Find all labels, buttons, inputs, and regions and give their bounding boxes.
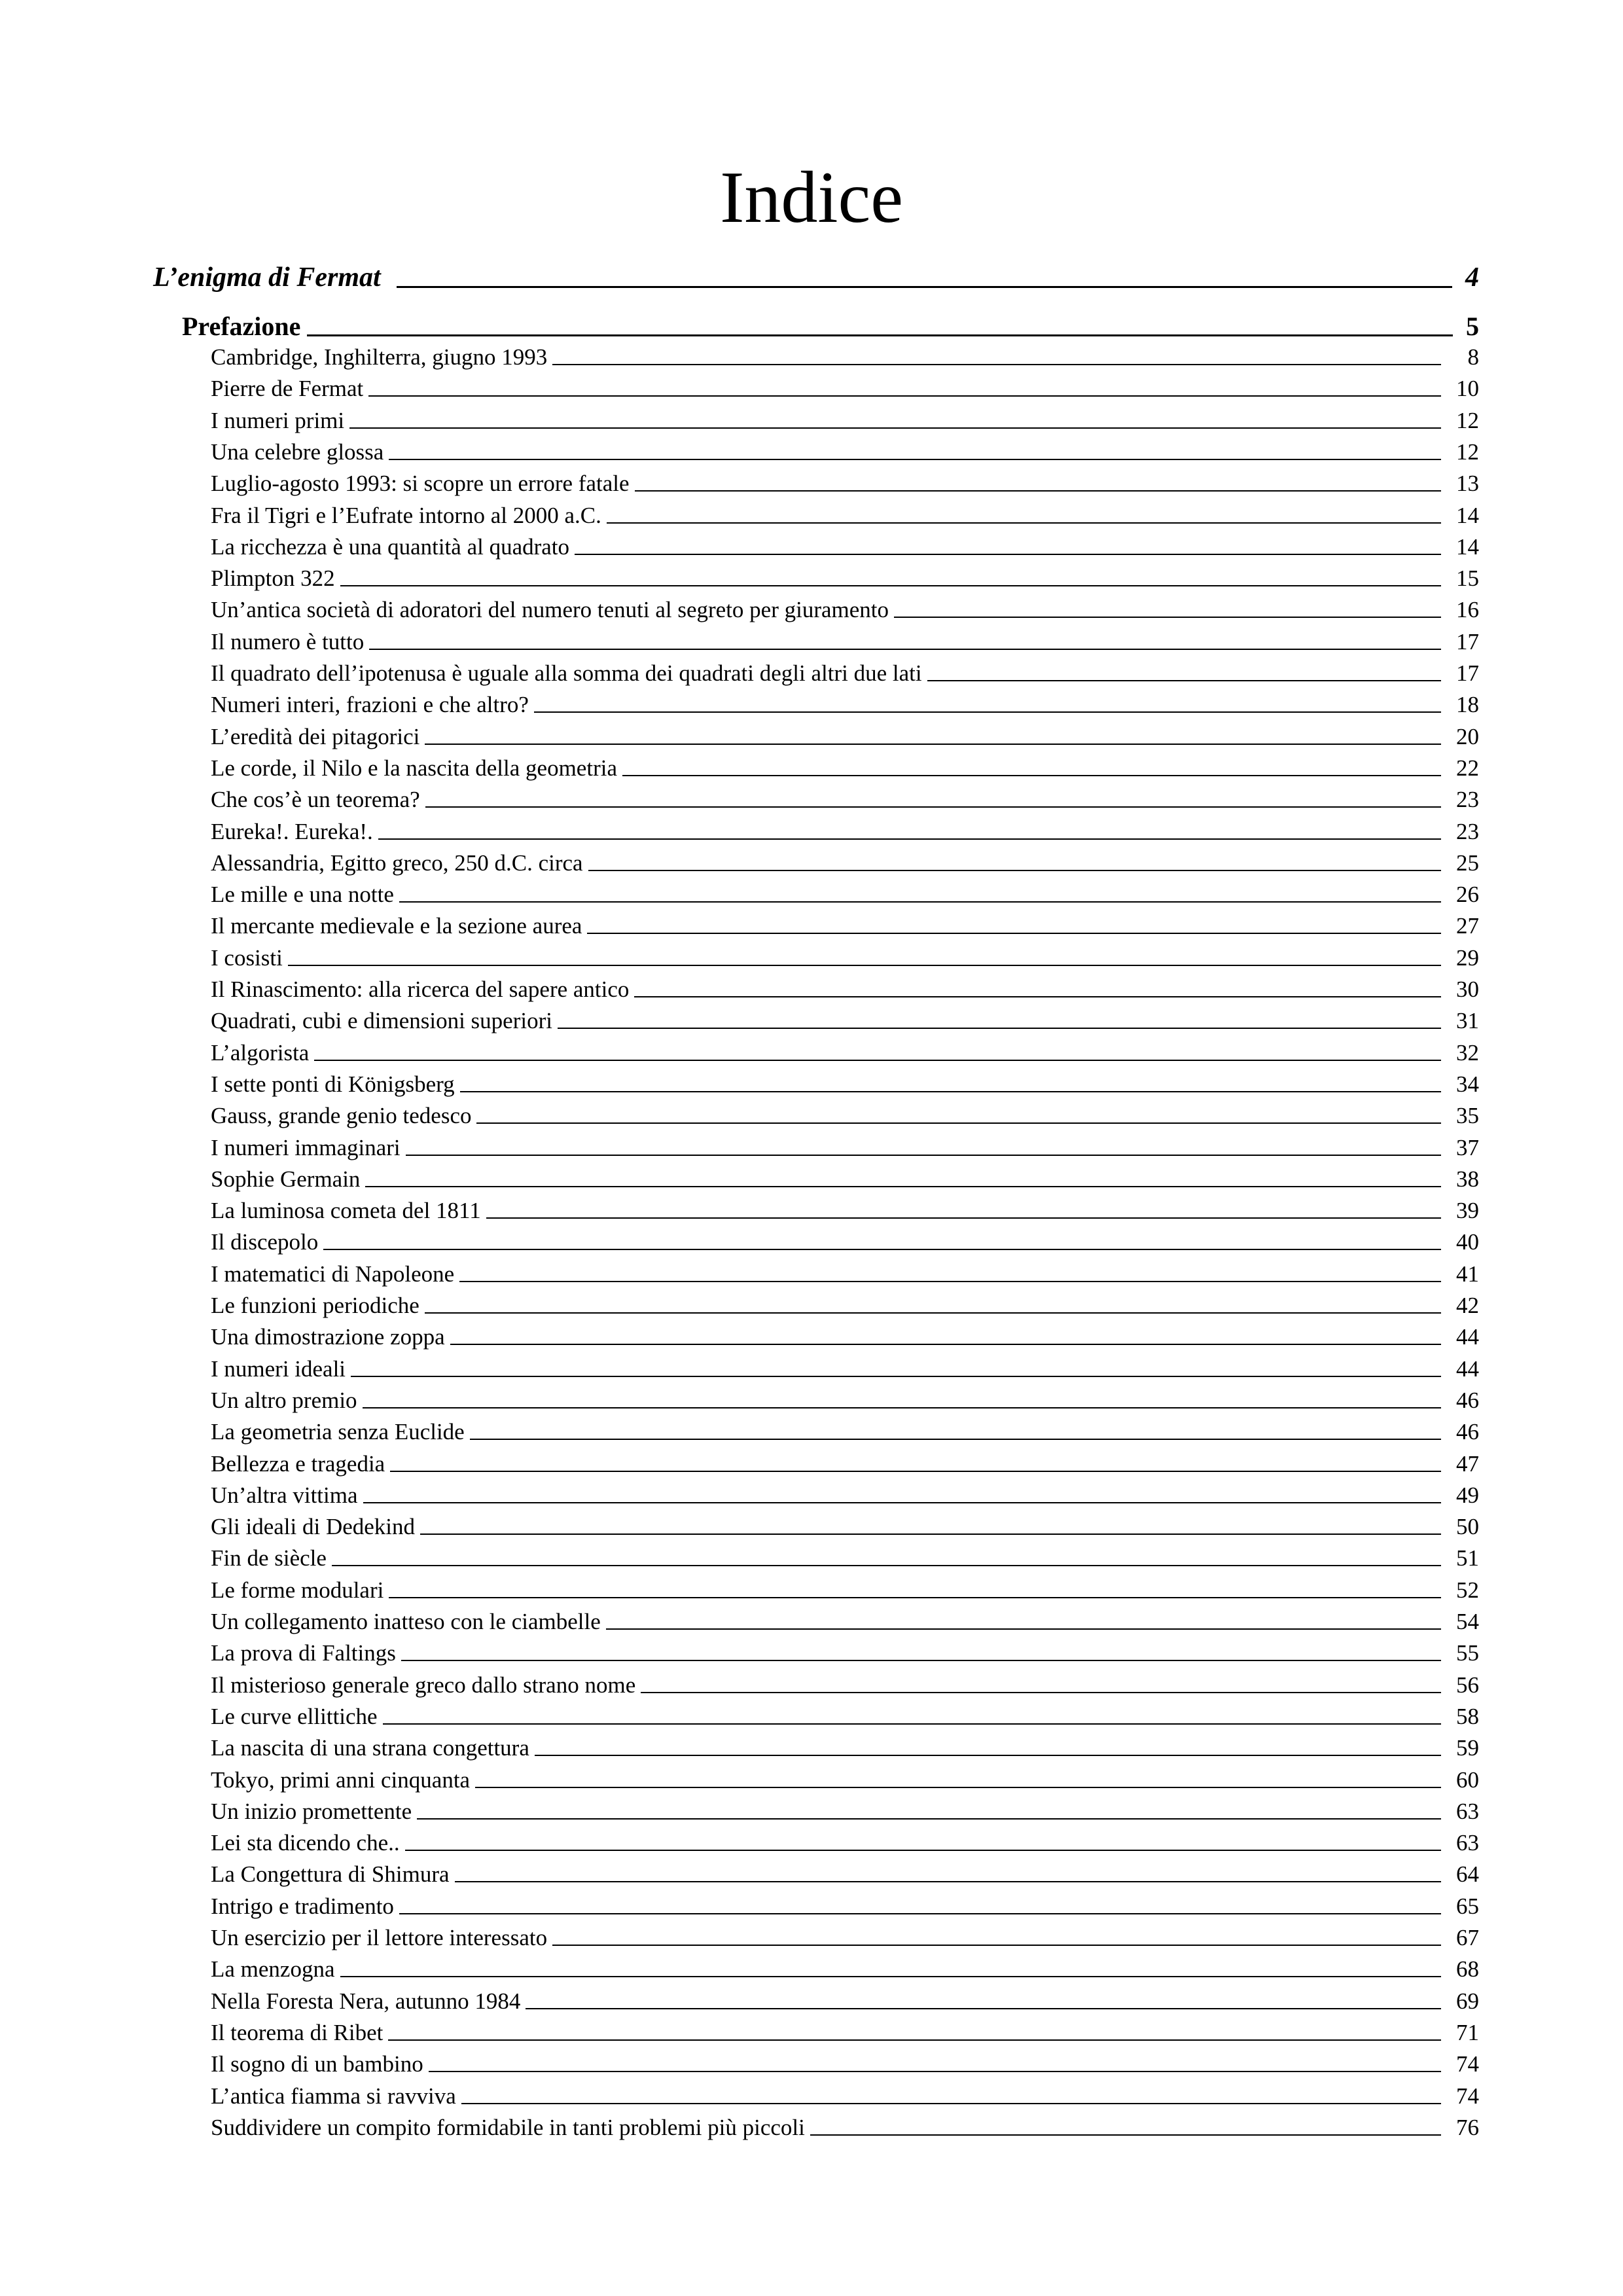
toc-section-label: Sophie Germain	[211, 1166, 361, 1192]
toc-section-label: Le corde, il Nilo e la nascita della geometria	[211, 755, 617, 781]
toc-section-entry[interactable]	[211, 593, 1479, 623]
toc-leader-line	[476, 1122, 1441, 1124]
toc-section-entry[interactable]	[211, 1162, 1479, 1193]
toc-section-label: Il numero è tutto	[211, 628, 365, 655]
toc-section-page-number: 59	[1456, 1735, 1479, 1761]
toc-leader-line	[363, 1407, 1441, 1408]
toc-section-page-number: 23	[1456, 818, 1479, 844]
toc-section-label: Eureka!. Eureka!.	[211, 818, 373, 844]
toc-leader-line	[314, 1060, 1441, 1061]
toc-part-page-number: 4	[1465, 262, 1479, 293]
toc-leader-line	[486, 1217, 1441, 1219]
toc-section-page-number: 20	[1456, 723, 1479, 749]
toc-leader-line	[399, 901, 1441, 903]
toc-leader-line	[552, 1945, 1441, 1946]
toc-section-label: Gauss, grande genio tedesco	[211, 1103, 472, 1129]
toc-section-page-number: 15	[1456, 565, 1479, 592]
toc-section-entry[interactable]	[211, 1067, 1479, 1098]
toc-section-label: Alessandria, Egitto greco, 250 d.C. circa	[211, 850, 583, 876]
toc-section-page-number: 41	[1456, 1261, 1479, 1287]
toc-section-label: Le forme modulari	[211, 1577, 384, 1603]
toc-section-entry[interactable]	[211, 340, 1479, 370]
toc-leader-line	[369, 649, 1441, 650]
toc-section-label: La luminosa cometa del 1811	[211, 1198, 481, 1224]
toc-section-entry[interactable]	[211, 435, 1479, 465]
toc-section-entry[interactable]	[211, 499, 1479, 529]
toc-section-label: La geometria senza Euclide	[211, 1419, 465, 1445]
toc-section-entry[interactable]	[211, 1004, 1479, 1034]
toc-leader-line	[365, 1186, 1441, 1187]
toc-section-label: I numeri primi	[211, 407, 345, 433]
toc-section-entry[interactable]	[211, 1384, 1479, 1414]
toc-section-page-number: 44	[1456, 1355, 1479, 1382]
toc-section-label: La nascita di una strana congettura	[211, 1735, 529, 1761]
toc-leader-line	[558, 1028, 1441, 1029]
toc-leader-line	[588, 870, 1441, 871]
toc-leader-line	[460, 1091, 1441, 1092]
toc-section-label: Un collegamento inatteso con le ciambelle	[211, 1609, 601, 1634]
toc-section-entry[interactable]	[211, 2016, 1479, 2046]
toc-leader-line	[634, 996, 1441, 997]
toc-section-label: I numeri ideali	[211, 1355, 346, 1382]
toc-section-entry[interactable]	[211, 1952, 1479, 1982]
toc-leader-line	[587, 933, 1441, 934]
toc-section-page-number: 55	[1456, 1640, 1479, 1666]
toc-leader-line	[378, 838, 1441, 840]
toc-section-page-number: 56	[1456, 1672, 1479, 1698]
toc-section-entry[interactable]	[211, 1668, 1479, 1698]
toc-section-label: Fin de siècle	[211, 1545, 327, 1571]
toc-leader-line	[461, 2103, 1441, 2104]
toc-section-entry[interactable]	[211, 1541, 1479, 1571]
toc-section-page-number: 69	[1456, 1988, 1479, 2014]
toc-chapter-label: Prefazione	[182, 312, 301, 341]
toc-section-entry[interactable]	[211, 1415, 1479, 1445]
toc-section-page-number: 22	[1456, 755, 1479, 781]
toc-section-label: Intrigo e tradimento	[211, 1893, 394, 1919]
toc-section-label: Bellezza e tragedia	[211, 1450, 385, 1477]
toc-leader-line	[535, 1755, 1441, 1756]
toc-section-label: Numeri interi, frazioni e che altro?	[211, 692, 529, 718]
toc-leader-line	[420, 1534, 1441, 1535]
toc-section-label: Plimpton 322	[211, 565, 335, 592]
toc-section-entry[interactable]	[211, 688, 1479, 718]
toc-leader-line	[401, 1660, 1441, 1661]
toc-leader-line	[429, 2071, 1441, 2072]
toc-section-page-number: 39	[1456, 1198, 1479, 1224]
toc-section-entry[interactable]	[211, 1447, 1479, 1477]
toc-leader-line	[635, 490, 1441, 492]
toc-leader-line	[397, 286, 1452, 288]
toc-section-entry[interactable]	[211, 1352, 1479, 1382]
toc-section-entry[interactable]	[211, 1510, 1479, 1540]
toc-section-page-number: 64	[1456, 1861, 1479, 1888]
toc-section-label: Le funzioni periodiche	[211, 1293, 419, 1318]
toc-leader-line	[340, 585, 1441, 586]
toc-leader-line	[475, 1787, 1441, 1788]
toc-section-label: Una celebre glossa	[211, 439, 384, 465]
toc-section-entry[interactable]	[211, 1479, 1479, 1509]
toc-leader-line	[351, 1376, 1441, 1377]
toc-section-page-number: 12	[1456, 407, 1479, 433]
toc-section-label: Le curve ellittiche	[211, 1703, 378, 1729]
toc-leader-line	[455, 1881, 1441, 1882]
toc-section-entry[interactable]	[211, 1984, 1479, 2015]
toc-leader-line	[641, 1692, 1441, 1693]
toc-leader-line	[425, 1312, 1441, 1314]
toc-leader-line	[894, 617, 1441, 618]
toc-section-entry[interactable]	[211, 1225, 1479, 1255]
toc-leader-line	[288, 965, 1441, 966]
toc-section-entry[interactable]	[211, 2111, 1479, 2141]
toc-leader-line	[399, 1913, 1441, 1914]
toc-section-entry[interactable]	[211, 1636, 1479, 1666]
toc-section-entry[interactable]	[211, 562, 1479, 592]
toc-section-page-number: 74	[1456, 2051, 1479, 2077]
toc-section-page-number: 76	[1456, 2114, 1479, 2140]
toc-section-entry[interactable]	[211, 1257, 1479, 1287]
toc-leader-line	[607, 522, 1441, 524]
toc-leader-line	[470, 1439, 1441, 1440]
toc-section-page-number: 14	[1456, 502, 1479, 528]
toc-section-page-number: 25	[1456, 850, 1479, 876]
toc-section-entry[interactable]	[211, 973, 1479, 1003]
toc-leader-line	[349, 427, 1441, 429]
toc-section-entry[interactable]	[211, 1763, 1479, 1793]
toc-section-label: I cosisti	[211, 944, 283, 971]
toc-section-entry[interactable]	[211, 815, 1479, 845]
toc-section-entry[interactable]	[211, 1099, 1479, 1129]
toc-section-entry[interactable]	[211, 1890, 1479, 1920]
toc-section-page-number: 13	[1456, 471, 1479, 497]
toc-leader-line	[405, 1850, 1441, 1851]
toc-leader-line	[390, 1471, 1441, 1472]
toc-section-entry[interactable]	[211, 625, 1479, 655]
toc-section-entry[interactable]	[211, 2079, 1479, 2109]
toc-section-entry[interactable]	[211, 530, 1479, 560]
toc-section-page-number: 38	[1456, 1166, 1479, 1192]
toc-section-page-number: 27	[1456, 913, 1479, 939]
toc-leader-line	[425, 744, 1441, 745]
toc-section-entry[interactable]	[211, 878, 1479, 908]
toc-part-entry[interactable]	[153, 255, 1479, 293]
toc-section-label: Una dimostrazione zoppa	[211, 1324, 445, 1350]
toc-section-page-number: 34	[1456, 1071, 1479, 1097]
toc-section-entry[interactable]	[211, 1194, 1479, 1224]
toc-section-page-number: 32	[1456, 1039, 1479, 1066]
toc-section-label: Un inizio promettente	[211, 1798, 412, 1824]
toc-section-label: La ricchezza è una quantità al quadrato	[211, 533, 570, 560]
toc-section-entry[interactable]	[211, 1289, 1479, 1319]
toc-leader-line	[363, 1502, 1441, 1503]
toc-leader-line	[307, 334, 1453, 336]
toc-leader-line	[340, 1976, 1442, 1977]
toc-section-page-number: 44	[1456, 1324, 1479, 1350]
toc-leader-line	[552, 364, 1441, 365]
toc-leader-line	[810, 2134, 1441, 2136]
toc-leader-line	[323, 1249, 1441, 1250]
toc-section-page-number: 63	[1456, 1830, 1479, 1856]
toc-section-entry[interactable]	[211, 1857, 1479, 1888]
toc-leader-line	[383, 1723, 1441, 1725]
toc-section-label: Il discepolo	[211, 1229, 319, 1255]
toc-section-page-number: 10	[1456, 376, 1479, 402]
page-title: Indice	[720, 157, 903, 238]
toc-leader-line	[368, 395, 1441, 397]
toc-section-label: Nella Foresta Nera, autunno 1984	[211, 1988, 521, 2014]
toc-leader-line	[389, 459, 1441, 460]
toc-section-page-number: 31	[1456, 1008, 1479, 1034]
toc-section-entry[interactable]	[211, 2047, 1479, 2077]
toc-section-label: I sette ponti di Königsberg	[211, 1071, 455, 1097]
toc-section-page-number: 42	[1456, 1293, 1479, 1318]
toc-section-label: Il Rinascimento: alla ricerca del sapere antico	[211, 977, 630, 1002]
toc-leader-line	[332, 1565, 1441, 1566]
toc-section-label: L’eredità dei pitagorici	[211, 723, 420, 749]
toc-section-entry[interactable]	[211, 783, 1479, 813]
toc-section-label: Un altro premio	[211, 1387, 357, 1413]
toc-section-label: Quadrati, cubi e dimensioni superiori	[211, 1008, 552, 1034]
toc-section-entry[interactable]	[211, 941, 1479, 971]
toc-part-label: L’enigma di Fermat	[153, 262, 381, 293]
toc-section-page-number: 35	[1456, 1103, 1479, 1129]
toc-section-page-number: 46	[1456, 1419, 1479, 1445]
toc-section-page-number: 71	[1456, 2019, 1479, 2045]
toc-section-entry[interactable]	[211, 404, 1479, 434]
toc-section-label: La Congettura di Shimura	[211, 1861, 450, 1888]
toc-section-page-number: 30	[1456, 977, 1479, 1002]
toc-section-label: Pierre de Fermat	[211, 376, 364, 402]
toc-section-entry[interactable]	[211, 372, 1479, 402]
toc-section-entry[interactable]	[211, 467, 1479, 497]
toc-section-label: Che cos’è un teorema?	[211, 787, 420, 813]
toc-section-page-number: 26	[1456, 882, 1479, 908]
toc-leader-line	[406, 1155, 1441, 1156]
toc-section-label: Fra il Tigri e l’Eufrate intorno al 2000 a.C.	[211, 502, 601, 528]
toc-leader-line	[534, 711, 1441, 713]
toc-section-page-number: 63	[1456, 1798, 1479, 1824]
toc-section-page-number: 65	[1456, 1893, 1479, 1919]
toc-section-label: Un’altra vittima	[211, 1482, 358, 1508]
toc-section-entry[interactable]	[211, 656, 1479, 687]
toc-section-label: I matematici di Napoleone	[211, 1261, 455, 1287]
toc-section-label: Suddividere un compito formidabile in tanti problemi più piccoli	[211, 2114, 805, 2140]
toc-leader-line	[425, 806, 1441, 808]
toc-section-page-number: 18	[1456, 692, 1479, 718]
toc-section-entry[interactable]	[211, 1921, 1479, 1951]
toc-leader-line	[927, 680, 1441, 681]
toc-section-page-number: 52	[1456, 1577, 1479, 1603]
toc-section-page-number: 23	[1456, 787, 1479, 813]
toc-section-page-number: 37	[1456, 1134, 1479, 1160]
toc-section-page-number: 16	[1456, 597, 1479, 623]
toc-section-page-number: 40	[1456, 1229, 1479, 1255]
toc-section-label: Il quadrato dell’ipotenusa è uguale alla somma dei quadrati degli altri due lati	[211, 660, 922, 686]
toc-section-entry[interactable]	[211, 1700, 1479, 1730]
toc-chapter-entry[interactable]	[182, 308, 1479, 342]
toc-section-label: Le mille e una notte	[211, 882, 394, 908]
toc-section-label: L’algorista	[211, 1039, 310, 1066]
toc-section-entry[interactable]	[211, 846, 1479, 876]
toc-section-page-number: 8	[1467, 344, 1479, 370]
toc-section-page-number: 29	[1456, 944, 1479, 971]
toc-section-label: La menzogna	[211, 1956, 335, 1982]
toc-section-page-number: 58	[1456, 1703, 1479, 1729]
toc-section-page-number: 47	[1456, 1450, 1479, 1477]
toc-section-label: Lei sta dicendo che..	[211, 1830, 400, 1856]
toc-section-label: Un’antica società di adoratori del numero tenuti al segreto per giuramento	[211, 597, 889, 623]
toc-section-entry[interactable]	[211, 1036, 1479, 1066]
toc-section-entry[interactable]	[211, 1826, 1479, 1856]
toc-section-label: I numeri immaginari	[211, 1134, 401, 1160]
toc-leader-line	[450, 1344, 1441, 1345]
toc-section-page-number: 68	[1456, 1956, 1479, 1982]
toc-leader-line	[575, 554, 1441, 555]
toc-section-page-number: 14	[1456, 533, 1479, 560]
toc-chapter-page-number: 5	[1466, 312, 1479, 341]
toc-section-label: Il mercante medievale e la sezione aurea	[211, 913, 582, 939]
toc-section-label: Cambridge, Inghilterra, giugno 1993	[211, 344, 548, 370]
toc-section-page-number: 17	[1456, 660, 1479, 686]
toc-section-page-number: 54	[1456, 1609, 1479, 1634]
toc-section-entry[interactable]	[211, 1605, 1479, 1635]
toc-section-entry[interactable]	[211, 1320, 1479, 1350]
toc-section-label: Il misterioso generale greco dallo strano nome	[211, 1672, 636, 1698]
toc-section-page-number: 46	[1456, 1387, 1479, 1413]
toc-section-page-number: 12	[1456, 439, 1479, 465]
toc-section-entry[interactable]	[211, 909, 1479, 939]
toc-leader-line	[389, 1597, 1441, 1598]
toc-section-label: Gli ideali di Dedekind	[211, 1514, 416, 1540]
toc-section-entry[interactable]	[211, 751, 1479, 781]
toc-section-entry[interactable]	[211, 1573, 1479, 1604]
toc-section-label: La prova di Faltings	[211, 1640, 396, 1666]
toc-leader-line	[459, 1281, 1441, 1282]
toc-section-page-number: 60	[1456, 1767, 1479, 1793]
toc-leader-line	[417, 1818, 1441, 1820]
toc-section-entry[interactable]	[211, 1731, 1479, 1761]
toc-section-label: Il sogno di un bambino	[211, 2051, 423, 2077]
toc-section-label: L’antica fiamma si ravviva	[211, 2083, 456, 2109]
toc-section-page-number: 17	[1456, 628, 1479, 655]
toc-section-label: Un esercizio per il lettore interessato	[211, 1925, 548, 1950]
toc-leader-line	[526, 2008, 1441, 2009]
toc-section-label: Luglio-agosto 1993: si scopre un errore fatale	[211, 471, 630, 497]
toc-section-label: Tokyo, primi anni cinquanta	[211, 1767, 471, 1793]
toc-section-page-number: 50	[1456, 1514, 1479, 1540]
toc-section-page-number: 51	[1456, 1545, 1479, 1571]
toc-leader-line	[606, 1628, 1441, 1630]
toc-section-entry[interactable]	[211, 1131, 1479, 1161]
toc-section-label: Il teorema di Ribet	[211, 2019, 383, 2045]
toc-section-entry[interactable]	[211, 1795, 1479, 1825]
toc-section-page-number: 67	[1456, 1925, 1479, 1950]
toc-section-entry[interactable]	[211, 720, 1479, 750]
toc-section-page-number: 49	[1456, 1482, 1479, 1508]
toc-section-page-number: 74	[1456, 2083, 1479, 2109]
toc-leader-line	[388, 2039, 1441, 2041]
toc-leader-line	[622, 775, 1441, 776]
